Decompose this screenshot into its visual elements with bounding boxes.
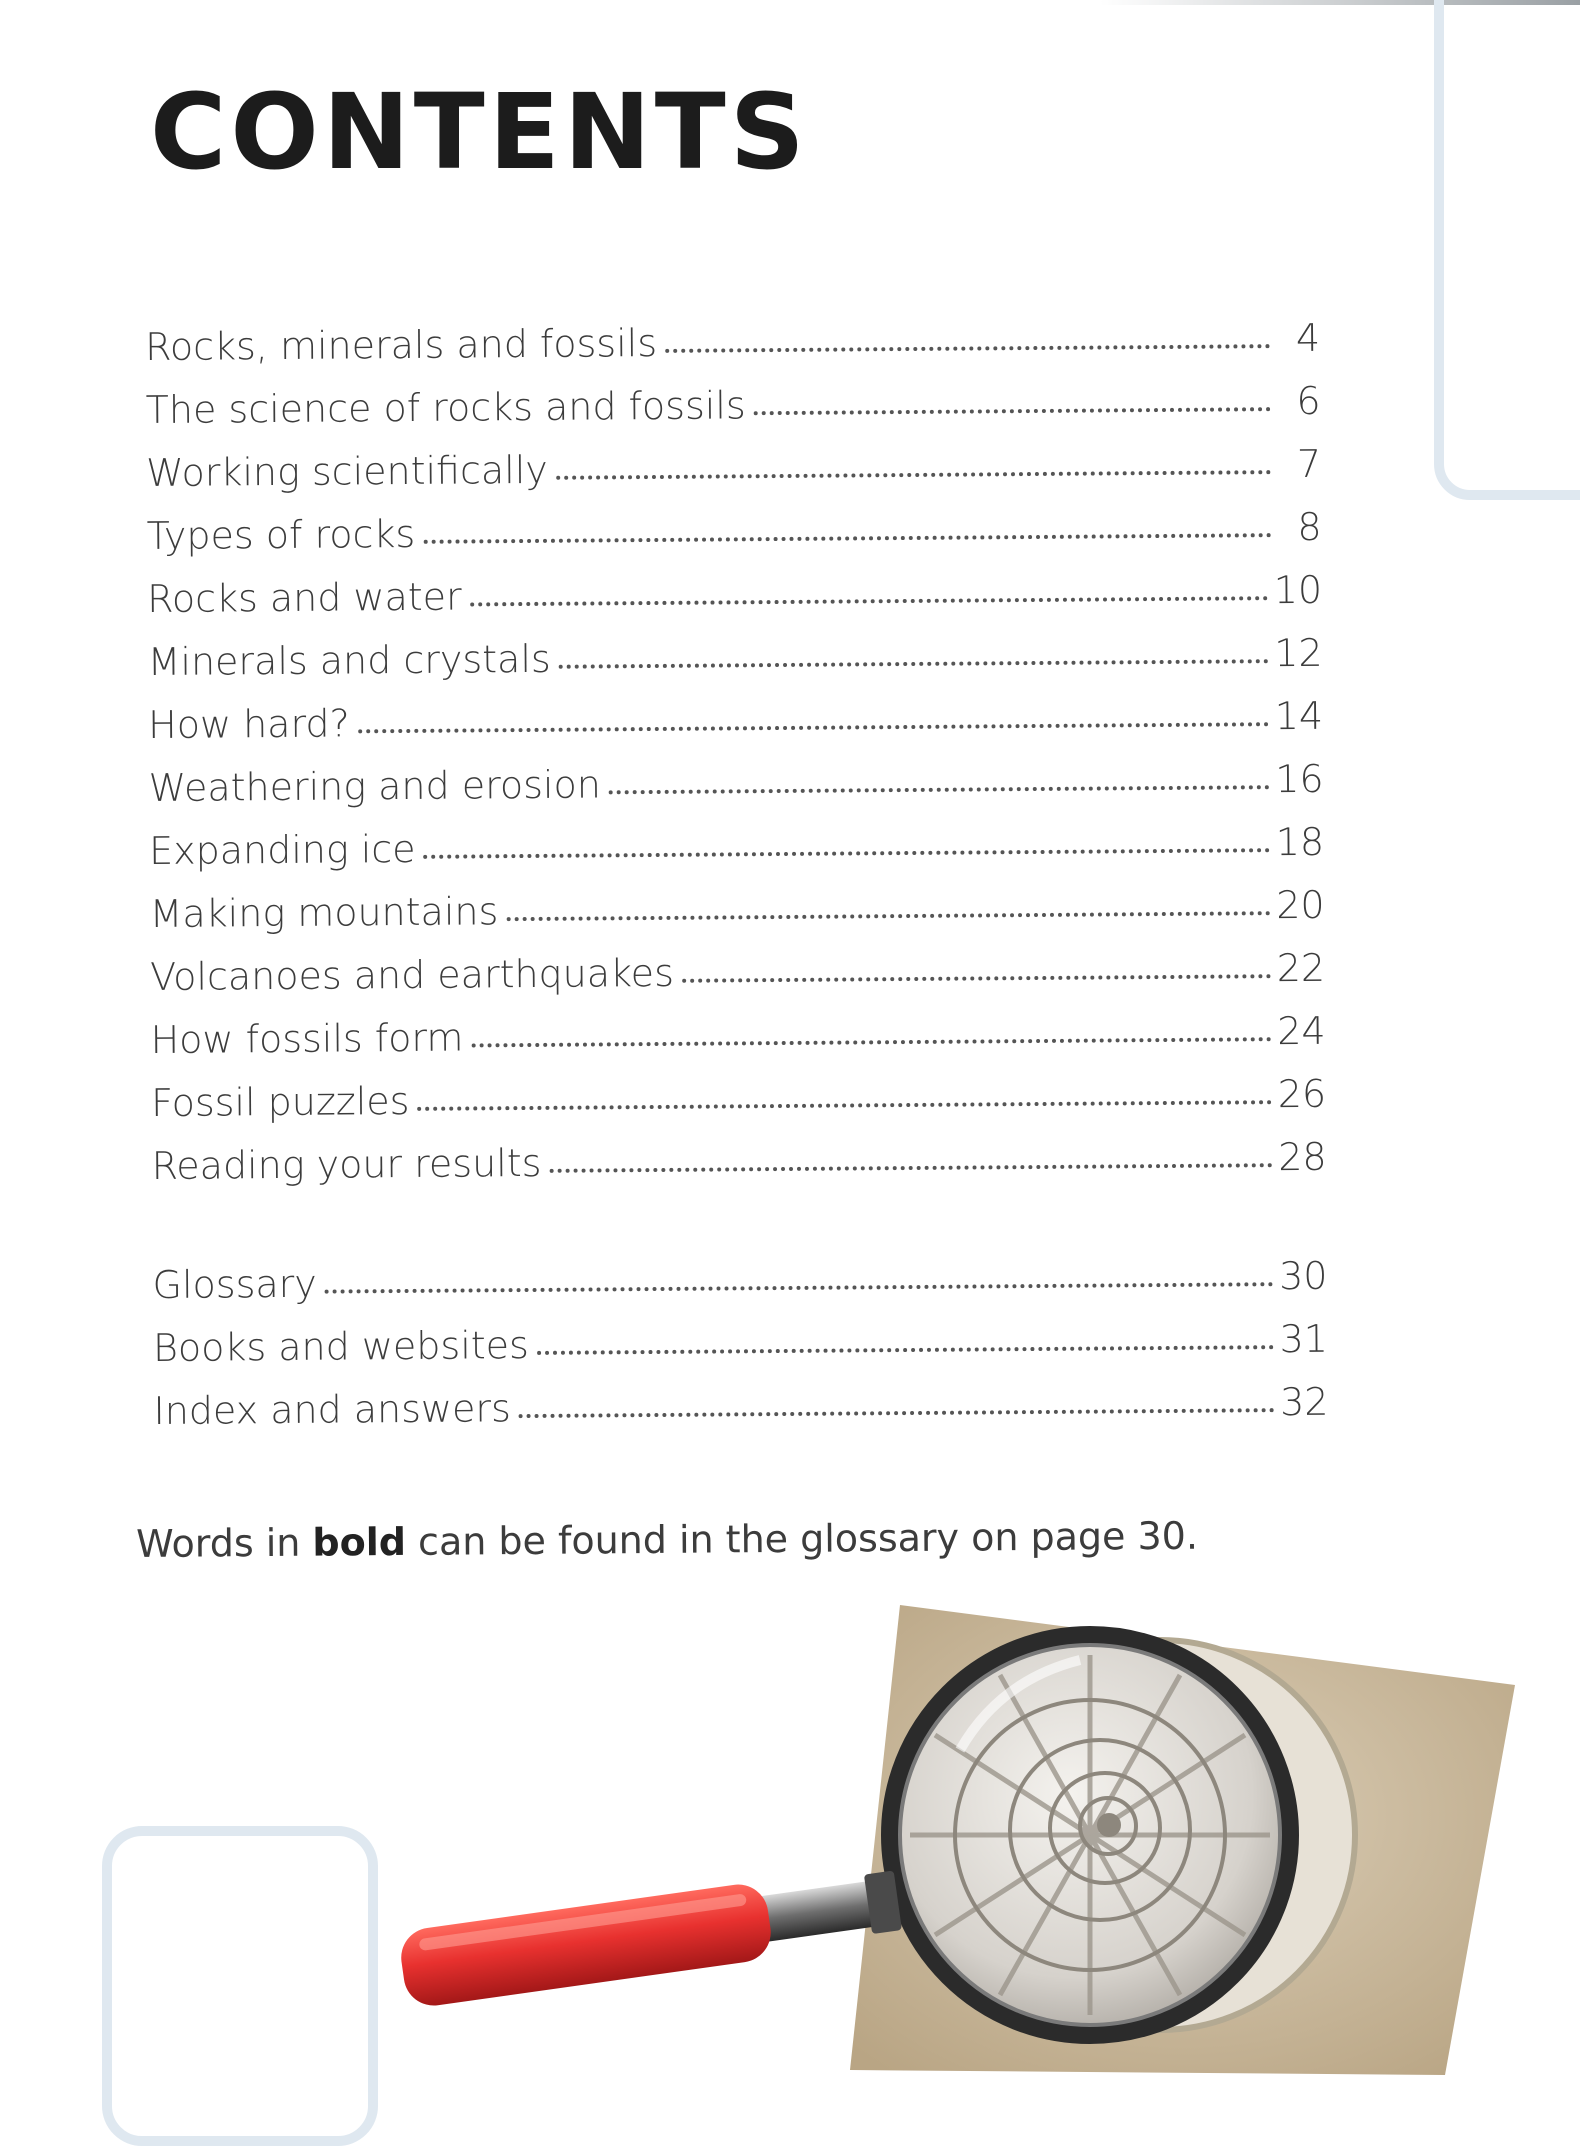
- toc-entry-page: 12: [1274, 630, 1323, 676]
- toc-entry[interactable]: [148, 694, 1323, 766]
- toc-entry-label: Working scientifically: [145, 447, 548, 495]
- toc-entry-page: 10: [1273, 567, 1323, 613]
- leader-dots: [519, 1408, 1274, 1418]
- toc-entry-label: Making mountains: [149, 889, 499, 936]
- toc-entry-page: 31: [1279, 1316, 1329, 1362]
- decorative-frame-bottom-left: [102, 1826, 378, 2146]
- toc-entry-page: 7: [1296, 441, 1322, 486]
- table-of-contents: [145, 316, 1329, 1452]
- toc-entry-label: Books and websites: [152, 1323, 530, 1370]
- toc-back-matter-entry[interactable]: [153, 1317, 1328, 1389]
- leader-dots: [559, 659, 1269, 669]
- toc-entry-label: Fossil puzzles: [150, 1078, 410, 1125]
- toc-entry-page: 8: [1297, 504, 1322, 549]
- toc-entry[interactable]: [147, 631, 1322, 703]
- toc-entry-page: 6: [1296, 378, 1321, 423]
- toc-entry-label: Types of rocks: [146, 511, 416, 558]
- toc-entry-page: 26: [1277, 1071, 1327, 1117]
- toc-entry[interactable]: [150, 946, 1325, 1018]
- leader-dots: [682, 974, 1271, 983]
- leader-dots: [424, 848, 1270, 859]
- page-title: CONTENTS: [150, 71, 809, 193]
- toc-entry-label: Reading your results: [151, 1140, 542, 1188]
- leader-dots: [470, 596, 1268, 606]
- toc-entry-label: How fossils form: [150, 1015, 464, 1062]
- toc-entry-page: 18: [1275, 819, 1325, 865]
- toc-entry-page: 14: [1274, 693, 1324, 739]
- leader-dots: [609, 785, 1269, 794]
- toc-entry-page: 22: [1276, 945, 1326, 991]
- toc-entry-page: 30: [1278, 1253, 1328, 1299]
- toc-back-matter-entry[interactable]: [152, 1254, 1327, 1326]
- glossary-note-text: Words in: [136, 1520, 313, 1566]
- toc-entry-label: The science of rocks and fossils: [145, 383, 746, 432]
- toc-entry-label: Weathering and erosion: [148, 762, 601, 810]
- leader-dots: [665, 344, 1270, 353]
- toc-entry-label: Glossary: [152, 1261, 317, 1307]
- toc-entry[interactable]: [145, 316, 1320, 388]
- toc-entry[interactable]: [148, 757, 1323, 829]
- leader-dots: [471, 1037, 1271, 1047]
- toc-entry-label: Expanding ice: [148, 826, 416, 873]
- leader-dots: [506, 911, 1270, 921]
- magnifier-handle: [400, 1863, 903, 2010]
- toc-entry-label: Rocks and water: [146, 574, 462, 621]
- toc-section-gap: [152, 1198, 1327, 1263]
- leader-dots: [325, 1282, 1273, 1293]
- decorative-frame-top-right: [1434, 0, 1580, 500]
- toc-entry-label: Volcanoes and earthquakes: [149, 950, 675, 999]
- toc-entry[interactable]: [150, 1009, 1325, 1081]
- glossary-note-text-end: can be found in the glossary on page 30.: [405, 1513, 1199, 1564]
- glossary-note-bold: bold: [312, 1519, 407, 1565]
- toc-entry-page: 20: [1276, 882, 1325, 928]
- toc-entry-label: Minerals and crystals: [147, 636, 551, 684]
- leader-dots: [754, 407, 1271, 415]
- toc-entry-page: 28: [1278, 1134, 1327, 1180]
- toc-entry-label: Rocks, minerals and fossils: [145, 320, 658, 369]
- toc-entry-label: How hard?: [147, 701, 350, 747]
- toc-entry-page: 4: [1295, 315, 1321, 360]
- toc-entry-label: Index and answers: [153, 1386, 512, 1433]
- leader-dots: [549, 1163, 1272, 1173]
- toc-entry[interactable]: [151, 1135, 1326, 1207]
- leader-dots: [358, 722, 1269, 733]
- toc-entry[interactable]: [151, 1072, 1326, 1144]
- toc-back-matter-entry[interactable]: [153, 1380, 1328, 1452]
- leader-dots: [537, 1345, 1274, 1355]
- toc-entry[interactable]: [147, 568, 1322, 640]
- glossary-note: [136, 1514, 1198, 1566]
- leader-dots: [556, 470, 1271, 480]
- toc-entry[interactable]: [145, 379, 1320, 451]
- toc-entry[interactable]: [146, 505, 1321, 577]
- leader-dots: [418, 1100, 1272, 1111]
- toc-entry[interactable]: [149, 820, 1324, 892]
- toc-entry[interactable]: [146, 442, 1321, 514]
- toc-entry-page: 16: [1275, 756, 1324, 802]
- magnifying-glass-over-ammonite-icon: [400, 1600, 1520, 2080]
- leader-dots: [423, 533, 1271, 544]
- toc-entry-page: 24: [1277, 1008, 1326, 1054]
- toc-entry[interactable]: [149, 883, 1324, 955]
- toc-entry-page: 32: [1279, 1379, 1329, 1425]
